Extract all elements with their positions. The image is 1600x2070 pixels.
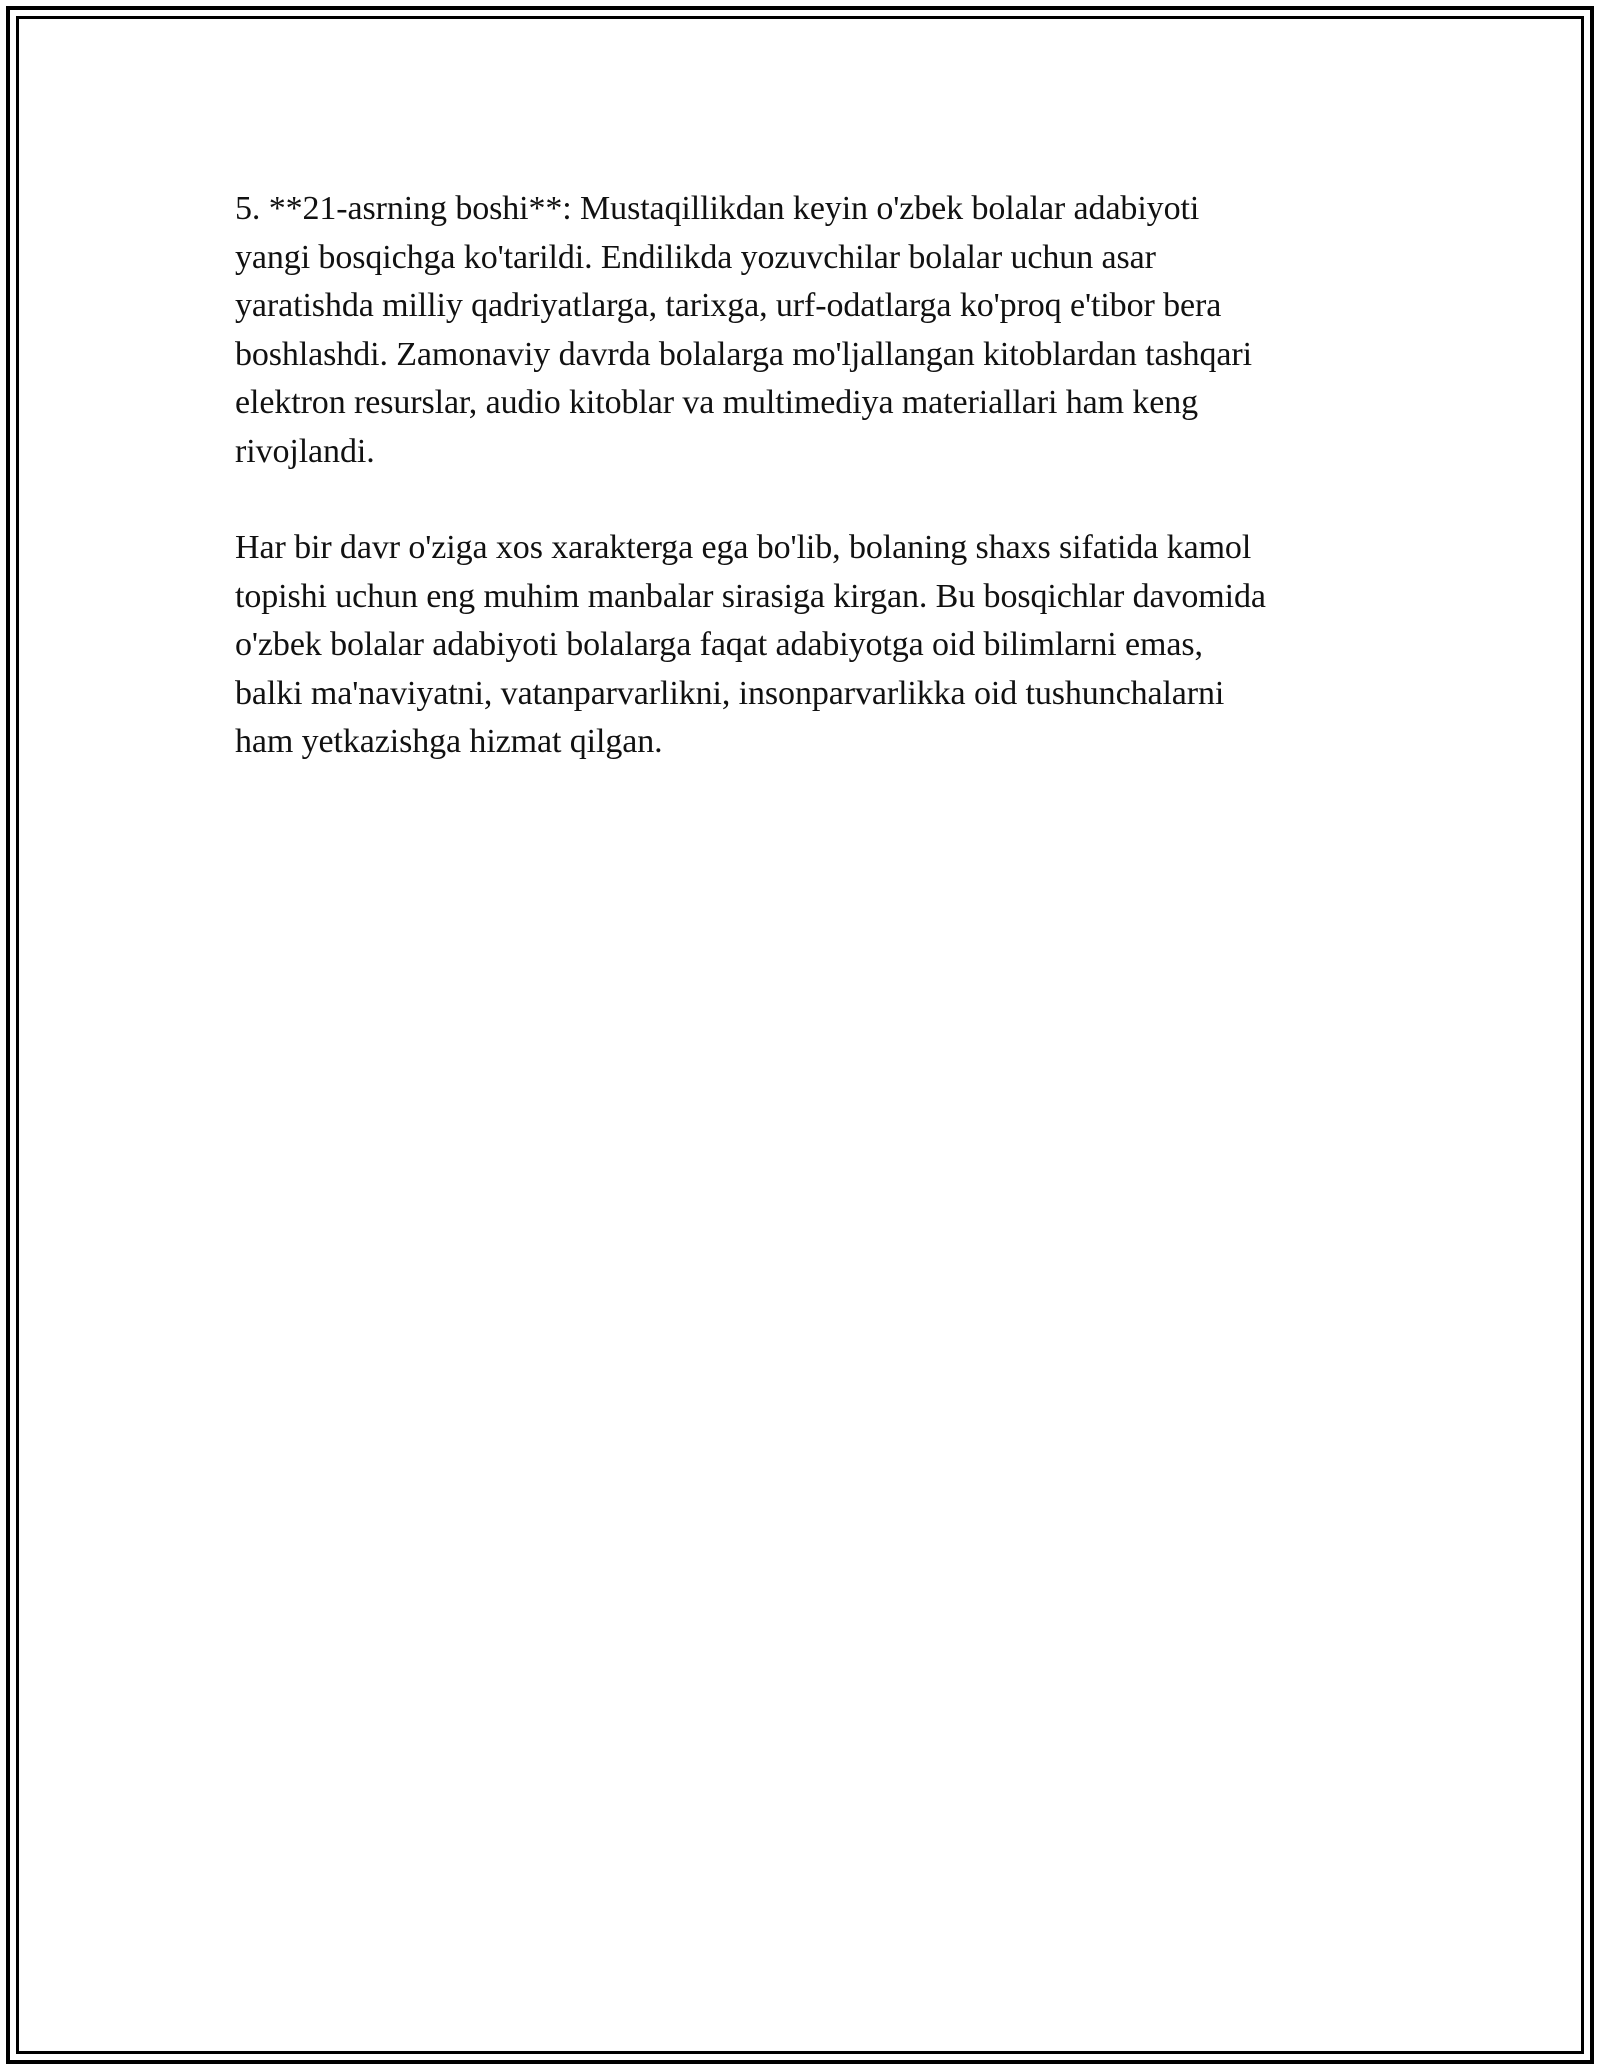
text-line: topishi uchun eng muhim manbalar sirasiga kirgan. Bu bosqichlar davomida <box>235 577 1266 615</box>
document-body <box>235 185 1365 767</box>
text-line: 5. **21-asrning boshi**: Mustaqillikdan keyin o'zbek bolalar adabiyoti <box>235 190 1200 227</box>
paragraph-21st-century <box>235 185 1365 476</box>
text-line: boshlashdi. Zamonaviy davrda bolalarga mo'ljallangan kitoblardan tashqari <box>235 335 1252 373</box>
text-line: o'zbek bolalar adabiyoti bolalarga faqat adabiyotga oid bilimlarni emas, <box>235 626 1203 663</box>
text-line: Har bir davr o'ziga xos xarakterga ega bo'lib, bolaning shaxs sifatida kamol <box>235 529 1252 566</box>
text-line: balki ma'naviyatni, vatanparvarlikni, insonparvarlikka oid tushunchalarni <box>235 674 1225 712</box>
text-line: elektron resurslar, audio kitoblar va multimediya materiallari ham keng <box>235 384 1199 421</box>
text-line: rivojlandi. <box>235 432 375 470</box>
text-line: yaratishda milliy qadriyatlarga, tarixga, urf-odatlarga ko'proq e'tibor bera <box>235 287 1222 324</box>
text-line: ham yetkazishga hizmat qilgan. <box>235 723 663 760</box>
paragraph-summary <box>235 524 1365 767</box>
text-line: yangi bosqichga ko'tarildi. Endilikda yozuvchilar bolalar uchun asar <box>235 238 1156 276</box>
